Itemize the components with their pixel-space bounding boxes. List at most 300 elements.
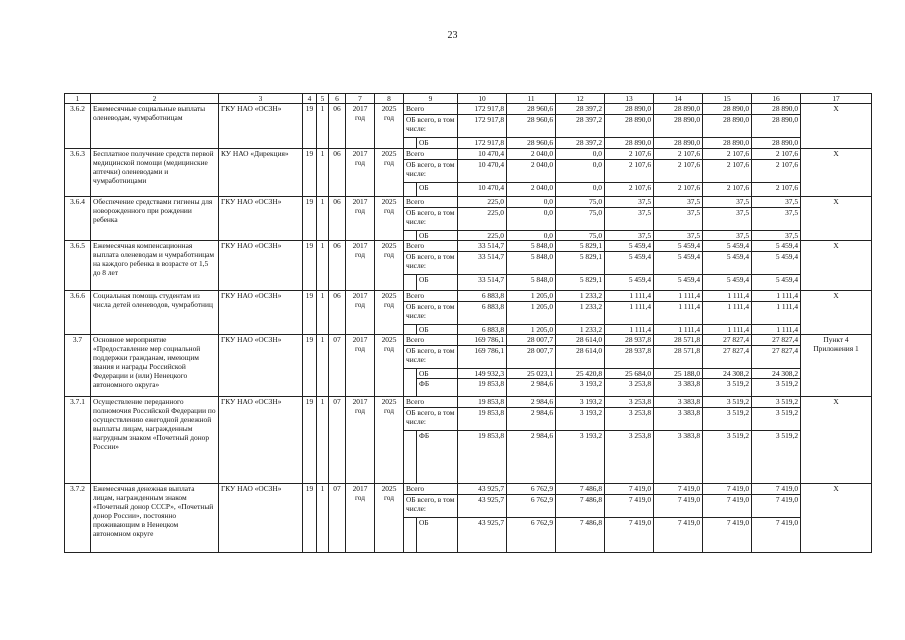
note-cell: X [801, 197, 872, 241]
amount-cell: 43 925,7 [458, 518, 507, 553]
program-budget-table [64, 93, 872, 553]
funding-label: ОБ всего, в том числе: [404, 346, 458, 369]
amount-cell: 172 917,8 [458, 115, 507, 138]
funding-label: ОБ всего, в том числе: [404, 208, 458, 231]
amount-cell: 2 984,6 [507, 397, 556, 408]
code-cell-5: 1 [317, 104, 329, 149]
amount-cell: 225,0 [458, 208, 507, 231]
amount-cell: 28 890,0 [654, 138, 703, 149]
amount-cell: 27 827,4 [703, 346, 752, 369]
measure-name: Основное мероприятие «Предоставление мер социальной поддержки гражданам, имеющим звания и награды Российской Федерации и (или) Ненецкого автономного округа» [91, 335, 219, 397]
amount-cell: 28 571,8 [654, 346, 703, 369]
header-cell: 10 [458, 94, 507, 104]
amount-cell: 3 519,2 [703, 408, 752, 431]
table-row [65, 197, 872, 208]
amount-cell: 5 459,4 [605, 275, 654, 291]
header-cell: 17 [801, 94, 872, 104]
responsible-org: ГКУ НАО «ОСЗН» [219, 335, 303, 397]
code-cell-6: 06 [329, 291, 346, 335]
amount-cell: 25 684,0 [605, 369, 654, 379]
amount-cell: 2 040,0 [507, 183, 556, 197]
start-year: 2017 год [346, 397, 375, 484]
measure-name: Ежемесячные социальные выплаты оленеводам, чумработницам [91, 104, 219, 149]
amount-cell: 33 514,7 [458, 252, 507, 275]
amount-cell: 3 519,2 [703, 379, 752, 397]
start-year: 2017 год [346, 149, 375, 197]
amount-cell: 28 890,0 [752, 104, 801, 115]
code-cell-5: 1 [317, 149, 329, 197]
amount-cell: 2 107,6 [654, 160, 703, 183]
start-year: 2017 год [346, 197, 375, 241]
funding-indent-cell [404, 138, 417, 149]
amount-cell: 172 917,8 [458, 138, 507, 149]
code-cell-4: 19 [303, 291, 317, 335]
header-cell: 16 [752, 94, 801, 104]
responsible-org: ГКУ НАО «ОСЗН» [219, 104, 303, 149]
start-year: 2017 год [346, 104, 375, 149]
amount-cell: 6 883,8 [458, 291, 507, 302]
row-number: 3.6.2 [65, 104, 91, 149]
funding-indent-cell [404, 325, 417, 335]
amount-cell: 6 883,8 [458, 325, 507, 335]
end-year: 2025 год [375, 197, 404, 241]
page-number: 23 [447, 30, 458, 41]
funding-label: Всего [404, 335, 458, 346]
amount-cell: 5 848,0 [507, 241, 556, 252]
amount-cell: 5 459,4 [605, 241, 654, 252]
header-cell: 15 [703, 94, 752, 104]
amount-cell: 0,0 [556, 160, 605, 183]
header-cell: 6 [329, 94, 346, 104]
amount-cell: 1 111,4 [703, 325, 752, 335]
amount-cell: 5 459,4 [654, 241, 703, 252]
table-row [65, 397, 872, 408]
amount-cell: 3 193,2 [556, 408, 605, 431]
amount-cell: 6 762,9 [507, 518, 556, 553]
amount-cell: 19 853,8 [458, 397, 507, 408]
measure-name: Бесплатное получение средств первой медицинской помощи (медицинские аптечки) оленеводами и чумработницами [91, 149, 219, 197]
row-number: 3.6.5 [65, 241, 91, 291]
note-cell: X [801, 397, 872, 484]
amount-cell: 28 614,0 [556, 346, 605, 369]
amount-cell: 7 419,0 [703, 495, 752, 518]
row-number: 3.7.2 [65, 484, 91, 553]
funding-source: ОБ [417, 325, 458, 335]
amount-cell: 28 890,0 [605, 104, 654, 115]
header-cell: 12 [556, 94, 605, 104]
funding-source: ОБ [417, 138, 458, 149]
funding-source: ОБ [417, 275, 458, 291]
amount-cell: 5 459,4 [605, 252, 654, 275]
amount-cell: 19 853,8 [458, 431, 507, 484]
amount-cell: 28 890,0 [752, 115, 801, 138]
amount-cell: 37,5 [752, 197, 801, 208]
header-cell: 9 [404, 94, 458, 104]
amount-cell: 10 470,4 [458, 183, 507, 197]
amount-cell: 37,5 [703, 208, 752, 231]
responsible-org: КУ НАО «Дирекция» [219, 149, 303, 197]
end-year: 2025 год [375, 104, 404, 149]
amount-cell: 27 827,4 [703, 335, 752, 346]
amount-cell: 3 519,2 [703, 431, 752, 484]
amount-cell: 28 937,8 [605, 346, 654, 369]
amount-cell: 1 111,4 [703, 291, 752, 302]
funding-source: ФБ [417, 379, 458, 397]
amount-cell: 7 419,0 [605, 495, 654, 518]
start-year: 2017 год [346, 241, 375, 291]
amount-cell: 37,5 [703, 197, 752, 208]
measure-name: Ежемесячная денежная выплата лицам, награжденным знаком «Почетный донор СССР», «Почетный донор России», постоянно проживающим в Ненецком автономном округе [91, 484, 219, 553]
amount-cell: 7 419,0 [654, 484, 703, 495]
responsible-org: ГКУ НАО «ОСЗН» [219, 197, 303, 241]
funding-label: ОБ всего, в том числе: [404, 302, 458, 325]
amount-cell: 25 188,0 [654, 369, 703, 379]
amount-cell: 5 459,4 [752, 275, 801, 291]
amount-cell: 28 890,0 [605, 138, 654, 149]
start-year: 2017 год [346, 484, 375, 553]
amount-cell: 1 111,4 [752, 291, 801, 302]
amount-cell: 37,5 [654, 231, 703, 241]
amount-cell: 225,0 [458, 197, 507, 208]
amount-cell: 37,5 [752, 208, 801, 231]
code-cell-4: 19 [303, 484, 317, 553]
amount-cell: 3 383,8 [654, 431, 703, 484]
amount-cell: 7 419,0 [654, 495, 703, 518]
code-cell-5: 1 [317, 397, 329, 484]
amount-cell: 28 890,0 [605, 115, 654, 138]
amount-cell: 27 827,4 [752, 346, 801, 369]
note-cell: Пункт 4 Приложения 1 [801, 335, 872, 397]
amount-cell: 75,0 [556, 208, 605, 231]
amount-cell: 37,5 [605, 208, 654, 231]
measure-name: Ежемесячная компенсационная выплата оленеводам и чумработницам на каждого ребенка в возрасте от 1,5 до 8 лет [91, 241, 219, 291]
amount-cell: 25 420,8 [556, 369, 605, 379]
amount-cell: 1 111,4 [654, 302, 703, 325]
funding-indent-cell [404, 431, 417, 484]
amount-cell: 7 419,0 [605, 484, 654, 495]
funding-source: ОБ [417, 231, 458, 241]
amount-cell: 6 762,9 [507, 484, 556, 495]
header-cell: 4 [303, 94, 317, 104]
amount-cell: 7 486,8 [556, 495, 605, 518]
amount-cell: 37,5 [654, 197, 703, 208]
amount-cell: 28 614,0 [556, 335, 605, 346]
funding-indent-cell [404, 275, 417, 291]
note-cell: X [801, 291, 872, 335]
amount-cell: 7 419,0 [752, 518, 801, 553]
amount-cell: 28 007,7 [507, 335, 556, 346]
amount-cell: 7 419,0 [752, 484, 801, 495]
amount-cell: 149 932,3 [458, 369, 507, 379]
amount-cell: 3 383,8 [654, 379, 703, 397]
amount-cell: 5 459,4 [752, 241, 801, 252]
amount-cell: 172 917,8 [458, 104, 507, 115]
amount-cell: 5 459,4 [752, 252, 801, 275]
amount-cell: 5 459,4 [703, 241, 752, 252]
amount-cell: 37,5 [752, 231, 801, 241]
amount-cell: 7 486,8 [556, 484, 605, 495]
note-cell: X [801, 241, 872, 291]
amount-cell: 28 890,0 [654, 115, 703, 138]
amount-cell: 1 111,4 [752, 302, 801, 325]
funding-source: ОБ [417, 183, 458, 197]
amount-cell: 2 107,6 [605, 160, 654, 183]
amount-cell: 28 960,6 [507, 115, 556, 138]
amount-cell: 28 890,0 [654, 104, 703, 115]
code-cell-5: 1 [317, 335, 329, 397]
amount-cell: 19 853,8 [458, 379, 507, 397]
amount-cell: 5 829,1 [556, 275, 605, 291]
amount-cell: 5 459,4 [703, 252, 752, 275]
code-cell-6: 07 [329, 397, 346, 484]
amount-cell: 2 107,6 [752, 160, 801, 183]
amount-cell: 2 107,6 [703, 183, 752, 197]
amount-cell: 28 397,2 [556, 115, 605, 138]
amount-cell: 2 107,6 [752, 149, 801, 160]
table-row [65, 104, 872, 115]
funding-label: Всего [404, 291, 458, 302]
amount-cell: 1 233,2 [556, 325, 605, 335]
note-cell: X [801, 484, 872, 553]
amount-cell: 1 111,4 [605, 302, 654, 325]
amount-cell: 5 848,0 [507, 252, 556, 275]
amount-cell: 28 571,8 [654, 335, 703, 346]
amount-cell: 37,5 [605, 197, 654, 208]
amount-cell: 19 853,8 [458, 408, 507, 431]
table-row [65, 149, 872, 160]
row-number: 3.6.3 [65, 149, 91, 197]
funding-label: ОБ всего, в том числе: [404, 495, 458, 518]
amount-cell: 7 419,0 [703, 518, 752, 553]
amount-cell: 7 419,0 [752, 495, 801, 518]
responsible-org: ГКУ НАО «ОСЗН» [219, 397, 303, 484]
end-year: 2025 год [375, 484, 404, 553]
amount-cell: 28 937,8 [605, 335, 654, 346]
code-cell-5: 1 [317, 241, 329, 291]
amount-cell: 3 383,8 [654, 397, 703, 408]
funding-label: Всего [404, 149, 458, 160]
note-cell: X [801, 104, 872, 149]
amount-cell: 33 514,7 [458, 275, 507, 291]
amount-cell: 0,0 [556, 149, 605, 160]
code-cell-5: 1 [317, 484, 329, 553]
amount-cell: 28 890,0 [703, 138, 752, 149]
amount-cell: 3 519,2 [752, 379, 801, 397]
amount-cell: 3 519,2 [752, 431, 801, 484]
amount-cell: 2 040,0 [507, 149, 556, 160]
funding-source: ФБ [417, 431, 458, 484]
header-cell: 8 [375, 94, 404, 104]
amount-cell: 0,0 [556, 183, 605, 197]
amount-cell: 75,0 [556, 231, 605, 241]
code-cell-4: 19 [303, 104, 317, 149]
row-number: 3.6.4 [65, 197, 91, 241]
amount-cell: 2 107,6 [605, 149, 654, 160]
amount-cell: 3 193,2 [556, 379, 605, 397]
amount-cell: 1 111,4 [654, 325, 703, 335]
amount-cell: 5 459,4 [654, 252, 703, 275]
amount-cell: 169 786,1 [458, 346, 507, 369]
funding-indent-cell [404, 518, 417, 553]
amount-cell: 3 253,8 [605, 431, 654, 484]
amount-cell: 225,0 [458, 231, 507, 241]
amount-cell: 28 960,6 [507, 138, 556, 149]
code-cell-6: 07 [329, 335, 346, 397]
table-row [65, 335, 872, 346]
amount-cell: 1 205,0 [507, 291, 556, 302]
funding-indent-cell [404, 369, 417, 397]
amount-cell: 28 960,6 [507, 104, 556, 115]
amount-cell: 2 107,6 [703, 160, 752, 183]
amount-cell: 3 193,2 [556, 397, 605, 408]
amount-cell: 43 925,7 [458, 495, 507, 518]
code-cell-4: 19 [303, 335, 317, 397]
code-cell-4: 19 [303, 397, 317, 484]
start-year: 2017 год [346, 291, 375, 335]
code-cell-5: 1 [317, 291, 329, 335]
table-row [65, 241, 872, 252]
header-cell: 13 [605, 94, 654, 104]
amount-cell: 1 111,4 [654, 291, 703, 302]
amount-cell: 2 107,6 [703, 149, 752, 160]
amount-cell: 3 383,8 [654, 408, 703, 431]
amount-cell: 1 205,0 [507, 325, 556, 335]
code-cell-6: 06 [329, 104, 346, 149]
amount-cell: 2 107,6 [752, 183, 801, 197]
funding-source: ОБ [417, 518, 458, 553]
code-cell-4: 19 [303, 197, 317, 241]
amount-cell: 5 829,1 [556, 252, 605, 275]
amount-cell: 2 984,6 [507, 408, 556, 431]
amount-cell: 1 111,4 [605, 325, 654, 335]
amount-cell: 0,0 [507, 208, 556, 231]
amount-cell: 43 925,7 [458, 484, 507, 495]
amount-cell: 6 883,8 [458, 302, 507, 325]
funding-label: Всего [404, 241, 458, 252]
header-cell: 14 [654, 94, 703, 104]
table-row [65, 291, 872, 302]
funding-label: Всего [404, 397, 458, 408]
amount-cell: 6 762,9 [507, 495, 556, 518]
amount-cell: 28 890,0 [703, 115, 752, 138]
amount-cell: 37,5 [703, 231, 752, 241]
amount-cell: 1 233,2 [556, 302, 605, 325]
amount-cell: 75,0 [556, 197, 605, 208]
code-cell-6: 06 [329, 149, 346, 197]
amount-cell: 28 890,0 [752, 138, 801, 149]
amount-cell: 28 397,2 [556, 104, 605, 115]
code-cell-4: 19 [303, 149, 317, 197]
start-year: 2017 год [346, 335, 375, 397]
amount-cell: 2 984,6 [507, 379, 556, 397]
amount-cell: 10 470,4 [458, 149, 507, 160]
amount-cell: 2 107,6 [654, 149, 703, 160]
amount-cell: 1 111,4 [703, 302, 752, 325]
code-cell-6: 07 [329, 484, 346, 553]
amount-cell: 28 890,0 [703, 104, 752, 115]
amount-cell: 1 233,2 [556, 291, 605, 302]
responsible-org: ГКУ НАО «ОСЗН» [219, 291, 303, 335]
end-year: 2025 год [375, 241, 404, 291]
header-row [65, 94, 872, 104]
amount-cell: 28 397,2 [556, 138, 605, 149]
amount-cell: 169 786,1 [458, 335, 507, 346]
funding-indent-cell [404, 231, 417, 241]
end-year: 2025 год [375, 397, 404, 484]
amount-cell: 7 486,8 [556, 518, 605, 553]
amount-cell: 10 470,4 [458, 160, 507, 183]
funding-source: ОБ [417, 369, 458, 379]
code-cell-4: 19 [303, 241, 317, 291]
header-cell: 3 [219, 94, 303, 104]
amount-cell: 7 419,0 [703, 484, 752, 495]
amount-cell: 25 023,1 [507, 369, 556, 379]
funding-label: ОБ всего, в том числе: [404, 408, 458, 431]
amount-cell: 3 193,2 [556, 431, 605, 484]
header-cell: 11 [507, 94, 556, 104]
amount-cell: 3 519,2 [703, 397, 752, 408]
amount-cell: 0,0 [507, 197, 556, 208]
funding-label: Всего [404, 484, 458, 495]
measure-name: Обеспечение средствами гигиены для новорожденного при рождении ребенка [91, 197, 219, 241]
amount-cell: 5 829,1 [556, 241, 605, 252]
funding-label: ОБ всего, в том числе: [404, 252, 458, 275]
amount-cell: 28 007,7 [507, 346, 556, 369]
amount-cell: 3 519,2 [752, 397, 801, 408]
end-year: 2025 год [375, 335, 404, 397]
amount-cell: 1 205,0 [507, 302, 556, 325]
amount-cell: 1 111,4 [605, 291, 654, 302]
header-cell: 7 [346, 94, 375, 104]
amount-cell: 37,5 [605, 231, 654, 241]
header-cell: 2 [91, 94, 219, 104]
responsible-org: ГКУ НАО «ОСЗН» [219, 241, 303, 291]
amount-cell: 27 827,4 [752, 335, 801, 346]
funding-label: Всего [404, 197, 458, 208]
measure-name: Социальная помощь студентам из числа детей оленеводов, чумработниц [91, 291, 219, 335]
amount-cell: 5 848,0 [507, 275, 556, 291]
amount-cell: 1 111,4 [752, 325, 801, 335]
amount-cell: 5 459,4 [703, 275, 752, 291]
row-number: 3.7.1 [65, 397, 91, 484]
amount-cell: 33 514,7 [458, 241, 507, 252]
table-body [65, 94, 872, 553]
code-cell-6: 06 [329, 241, 346, 291]
amount-cell: 3 253,8 [605, 397, 654, 408]
amount-cell: 2 040,0 [507, 160, 556, 183]
code-cell-6: 06 [329, 197, 346, 241]
measure-name: Осуществление переданного полномочия Российской Федерации по осуществлению ежегодной денежной выплаты лицам, награжденным нагрудным знаком «Почетный донор России» [91, 397, 219, 484]
amount-cell: 3 519,2 [752, 408, 801, 431]
amount-cell: 0,0 [507, 231, 556, 241]
end-year: 2025 год [375, 291, 404, 335]
amount-cell: 24 308,2 [752, 369, 801, 379]
amount-cell: 37,5 [654, 208, 703, 231]
amount-cell: 2 107,6 [605, 183, 654, 197]
amount-cell: 2 984,6 [507, 431, 556, 484]
table-row [65, 484, 872, 495]
amount-cell: 5 459,4 [654, 275, 703, 291]
amount-cell: 3 253,8 [605, 408, 654, 431]
amount-cell: 2 107,6 [654, 183, 703, 197]
amount-cell: 3 253,8 [605, 379, 654, 397]
funding-label: ОБ всего, в том числе: [404, 160, 458, 183]
row-number: 3.6.6 [65, 291, 91, 335]
responsible-org: ГКУ НАО «ОСЗН» [219, 484, 303, 553]
amount-cell: 7 419,0 [605, 518, 654, 553]
funding-label: ОБ всего, в том числе: [404, 115, 458, 138]
code-cell-5: 1 [317, 197, 329, 241]
